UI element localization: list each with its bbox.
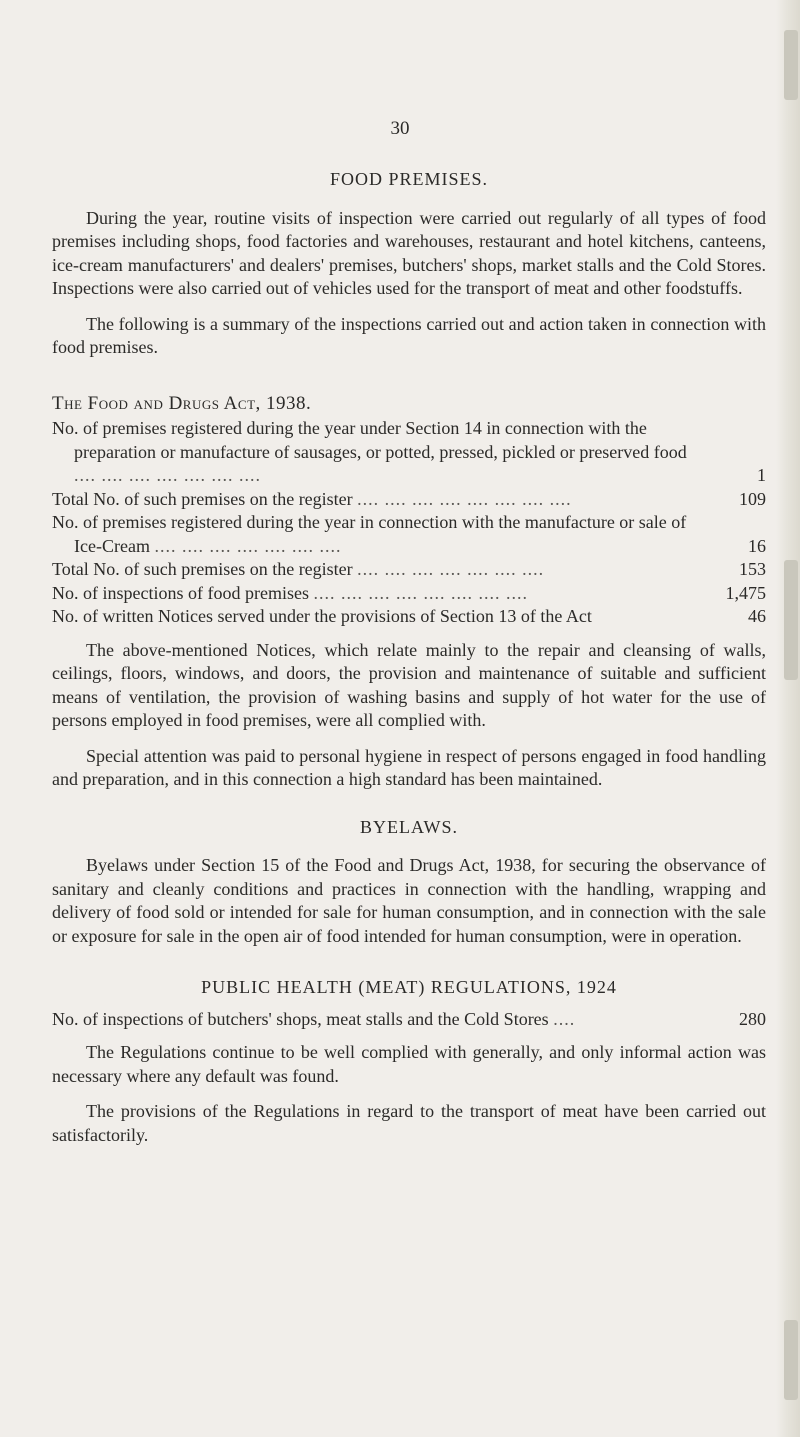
stat-row [52, 511, 766, 558]
dot-leader: .... .... .... .... .... .... .... .... [357, 488, 572, 509]
byelaws-heading: BYELAWS. [359, 816, 459, 837]
stat-label: Total No. of such premises on the register [52, 559, 353, 579]
stat-row [52, 1008, 766, 1032]
stat-row [52, 582, 766, 606]
dot-leader: .... [553, 1008, 576, 1029]
stat-label: No. of inspections of butchers' shops, meat stalls and the Cold Stores [52, 1008, 549, 1029]
stat-value: 16 [748, 535, 766, 556]
regulations-compliance-paragraph: The Regulations continue to be well complied with generally, and only informal action was necessary where any default was found. [52, 1042, 766, 1086]
stat-value: 280 [739, 1008, 766, 1029]
stat-value: 109 [739, 488, 766, 509]
stat-label: No. of inspections of food premises [52, 582, 309, 603]
stat-value: 1,475 [725, 582, 766, 603]
stat-label: No. of premises registered during the year in connection with the manufacture or sale of Ice-Cream [52, 512, 687, 556]
page-edge-shadow [776, 0, 800, 1437]
stat-value: 46 [748, 606, 766, 626]
stat-label: Total No. of such premises on the register [52, 488, 353, 509]
stat-value: 153 [739, 559, 766, 579]
meat-transport-paragraph: The provisions of the Regulations in regard to the transport of meat have been carried out satisfactorily. [52, 1101, 766, 1145]
byelaws-paragraph: Byelaws under Section 15 of the Food and Drugs Act, 1938, for securing the observance of sanitary and cleanly conditions and practices in connection with the handling, wrapping and delivery of food sold or intended for sale for human consumption, and in connection with the sale or exposure for sale in the open air of food intended for human consumption, were in operation. [52, 855, 766, 946]
scan-edge-mark [784, 30, 798, 100]
meat-regulations-heading: PUBLIC HEALTH (MEAT) REGULATIONS, 1924 [201, 977, 617, 997]
notices-paragraph: The above-mentioned Notices, which relate mainly to the repair and cleansing of walls, ceilings, floors, windows, and doors, the provision and maintenance of suitable and sufficient means of ventilation, the provision of washing basins and supply of hot water for the use of persons employed in food premises, were all complied with. [52, 639, 766, 730]
page-number: 30 [390, 118, 410, 139]
dot-leader: .... .... .... .... .... .... .... .... [313, 582, 528, 603]
stat-label: No. of premises registered during the year under Section 14 in connection with the preparation or manufacture of sausages, or potted, pressed, pickled or preserved food [52, 418, 687, 462]
stat-row [52, 605, 766, 629]
stat-label: No. of written Notices served under the provisions of Section 13 of the Act [52, 606, 592, 626]
stat-row [52, 488, 766, 512]
stat-row [52, 558, 766, 582]
stat-row [52, 417, 766, 488]
dot-leader: .... .... .... .... .... .... .... [74, 465, 261, 485]
stat-value: 1 [757, 465, 766, 485]
dot-leader: .... .... .... .... .... .... .... [154, 535, 342, 556]
act-title: The Food and Drugs Act, 1938. [52, 392, 312, 414]
food-premises-intro: During the year, routine visits of inspection were carried out regularly of all types of food premises including shops, food factories and warehouses, restaurant and hotel kitchens, canteens, ice-cream manufacturers' and dealers' premises, butchers' shops, market stalls and the Cold Stores. Inspections were also carried out of vehicles used for the transport of meat and other foodstuffs. [52, 207, 766, 298]
scan-edge-mark [784, 1320, 798, 1400]
scan-edge-mark [784, 560, 798, 680]
dot-leader: .... .... .... .... .... .... .... [357, 559, 545, 579]
hygiene-paragraph: Special attention was paid to personal hygiene in respect of persons engaged in food handling and preparation, and in this connection a high standard has been maintained. [52, 745, 766, 789]
document-body [52, 168, 766, 1159]
food-premises-heading: FOOD PREMISES. [329, 169, 489, 189]
food-premises-summary: The following is a summary of the inspections carried out and action taken in connection with food premises. [52, 313, 766, 357]
